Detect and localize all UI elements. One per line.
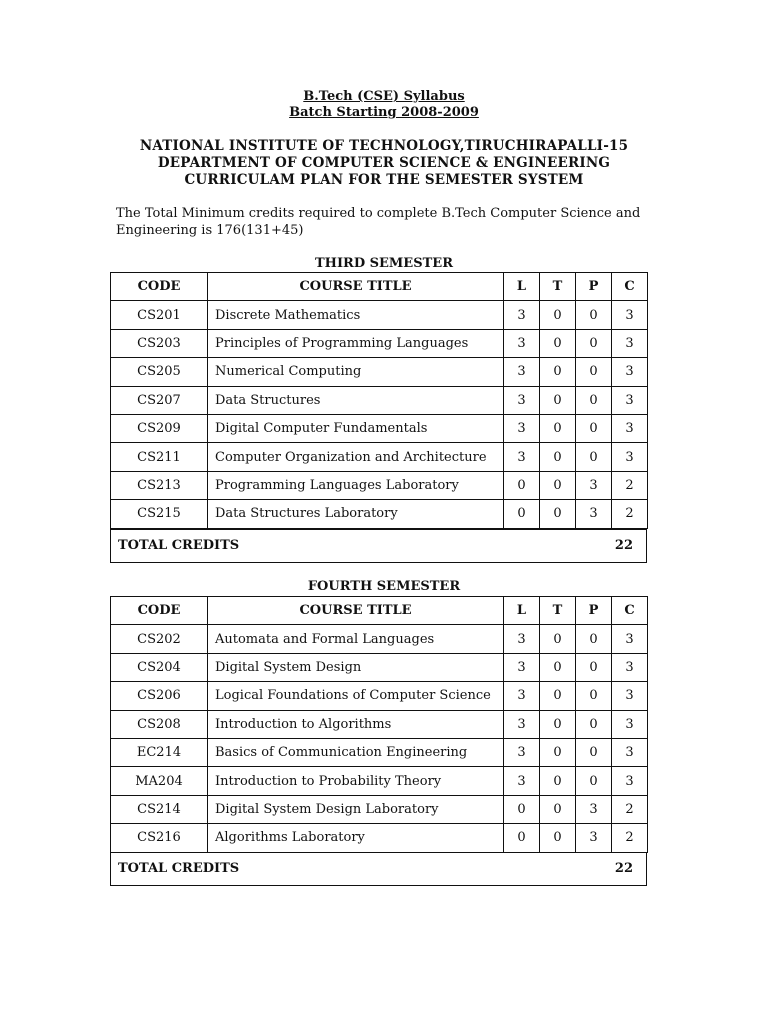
column-header-p: P [576,597,612,625]
course-title: Digital System Design [208,653,504,681]
intro-line-2: Engineering is 176(131+45) [116,223,304,238]
course-code: CS213 [111,471,208,499]
course-code: CS214 [111,795,208,823]
table-row [111,329,648,357]
practical-hours: 3 [576,471,612,499]
fourth-semester-total-credits [110,852,647,886]
third-semester-table [110,272,648,529]
department-name: DEPARTMENT OF COMPUTER SCIENCE & ENGINEERING [157,155,611,171]
table-row [111,500,648,528]
course-code: CS208 [111,710,208,738]
column-header-title: COURSE TITLE [208,273,504,301]
fourth-semester-table [110,596,648,853]
course-title: Computer Organization and Architecture [208,443,504,471]
batch-line: Batch Starting 2008-2009 [289,105,479,120]
course-title: Data Structures [208,386,504,414]
credits: 3 [612,767,648,795]
course-code: CS216 [111,824,208,852]
course-code: EC214 [111,738,208,766]
tutorial-hours: 0 [540,710,576,738]
lecture-hours: 3 [504,710,540,738]
practical-hours: 3 [576,795,612,823]
lecture-hours: 3 [504,386,540,414]
table-row [111,738,648,766]
total-credits-value: 22 [614,861,633,876]
intro-paragraph [116,205,656,239]
lecture-hours: 3 [504,358,540,386]
practical-hours: 0 [576,710,612,738]
total-credits-label: TOTAL CREDITS [118,861,240,876]
tutorial-hours: 0 [540,386,576,414]
credits: 3 [612,358,648,386]
credits: 2 [612,471,648,499]
table-header-row [111,597,648,625]
practical-hours: 0 [576,386,612,414]
tutorial-hours: 0 [540,653,576,681]
lecture-hours: 3 [504,653,540,681]
credits: 2 [612,824,648,852]
course-title: Principles of Programming Languages [208,329,504,357]
course-code: CS215 [111,500,208,528]
course-title: Algorithms Laboratory [208,824,504,852]
intro-line-1: The Total Minimum credits required to complete B.Tech Computer Science and [116,206,641,221]
credits: 3 [612,301,648,329]
lecture-hours: 3 [504,767,540,795]
course-title: Logical Foundations of Computer Science [208,682,504,710]
credits: 2 [612,500,648,528]
lecture-hours: 3 [504,682,540,710]
practical-hours: 0 [576,738,612,766]
table-row [111,358,648,386]
document-title: B.Tech (CSE) Syllabus [303,89,465,104]
tutorial-hours: 0 [540,625,576,653]
practical-hours: 0 [576,767,612,795]
course-code: CS201 [111,301,208,329]
institute-name: NATIONAL INSTITUTE OF TECHNOLOGY,TIRUCHIRAPALLI-15 [139,138,629,154]
lecture-hours: 0 [504,500,540,528]
total-credits-label: TOTAL CREDITS [118,538,240,553]
course-title: Digital Computer Fundamentals [208,414,504,442]
credits: 3 [612,710,648,738]
course-code: CS204 [111,653,208,681]
third-semester-total-credits [110,529,647,563]
practical-hours: 0 [576,414,612,442]
table-row [111,443,648,471]
lecture-hours: 3 [504,414,540,442]
practical-hours: 0 [576,358,612,386]
tutorial-hours: 0 [540,301,576,329]
credits: 3 [612,625,648,653]
table-row [111,795,648,823]
column-header-t: T [540,273,576,301]
lecture-hours: 3 [504,329,540,357]
lecture-hours: 0 [504,795,540,823]
course-title: Introduction to Probability Theory [208,767,504,795]
column-header-code: CODE [111,597,208,625]
table-row [111,625,648,653]
practical-hours: 0 [576,329,612,357]
table-row [111,301,648,329]
practical-hours: 3 [576,500,612,528]
course-title: Discrete Mathematics [208,301,504,329]
credits: 3 [612,329,648,357]
table-row [111,767,648,795]
practical-hours: 0 [576,301,612,329]
lecture-hours: 0 [504,824,540,852]
tutorial-hours: 0 [540,414,576,442]
third-semester-heading: THIRD SEMESTER [314,256,453,271]
lecture-hours: 3 [504,738,540,766]
course-title: Digital System Design Laboratory [208,795,504,823]
column-header-c: C [612,597,648,625]
lecture-hours: 3 [504,443,540,471]
course-code: CS203 [111,329,208,357]
course-title: Programming Languages Laboratory [208,471,504,499]
lecture-hours: 0 [504,471,540,499]
course-code: CS206 [111,682,208,710]
lecture-hours: 3 [504,625,540,653]
tutorial-hours: 0 [540,358,576,386]
fourth-semester-heading: FOURTH SEMESTER [307,579,461,594]
table-header-row [111,273,648,301]
column-header-title: COURSE TITLE [208,597,504,625]
course-title: Data Structures Laboratory [208,500,504,528]
course-title: Introduction to Algorithms [208,710,504,738]
credits: 2 [612,795,648,823]
tutorial-hours: 0 [540,471,576,499]
table-row [111,386,648,414]
table-row [111,710,648,738]
practical-hours: 0 [576,443,612,471]
course-code: CS209 [111,414,208,442]
tutorial-hours: 0 [540,682,576,710]
table-row [111,414,648,442]
credits: 3 [612,738,648,766]
course-code: CS205 [111,358,208,386]
table-row [111,653,648,681]
column-header-l: L [504,273,540,301]
tutorial-hours: 0 [540,443,576,471]
tutorial-hours: 0 [540,795,576,823]
lecture-hours: 3 [504,301,540,329]
tutorial-hours: 0 [540,824,576,852]
tutorial-hours: 0 [540,767,576,795]
column-header-code: CODE [111,273,208,301]
tutorial-hours: 0 [540,500,576,528]
curriculum-plan-title: CURRICULAM PLAN FOR THE SEMESTER SYSTEM [184,172,584,188]
course-title: Automata and Formal Languages [208,625,504,653]
tutorial-hours: 0 [540,329,576,357]
course-code: MA204 [111,767,208,795]
course-code: CS211 [111,443,208,471]
course-title: Numerical Computing [208,358,504,386]
table-row [111,824,648,852]
table-row [111,471,648,499]
practical-hours: 3 [576,824,612,852]
column-header-l: L [504,597,540,625]
practical-hours: 0 [576,653,612,681]
credits: 3 [612,653,648,681]
total-credits-value: 22 [614,538,633,553]
column-header-t: T [540,597,576,625]
column-header-p: P [576,273,612,301]
credits: 3 [612,443,648,471]
practical-hours: 0 [576,682,612,710]
credits: 3 [612,414,648,442]
column-header-c: C [612,273,648,301]
table-row [111,682,648,710]
credits: 3 [612,386,648,414]
course-title: Basics of Communication Engineering [208,738,504,766]
practical-hours: 0 [576,625,612,653]
course-code: CS207 [111,386,208,414]
credits: 3 [612,682,648,710]
course-code: CS202 [111,625,208,653]
tutorial-hours: 0 [540,738,576,766]
